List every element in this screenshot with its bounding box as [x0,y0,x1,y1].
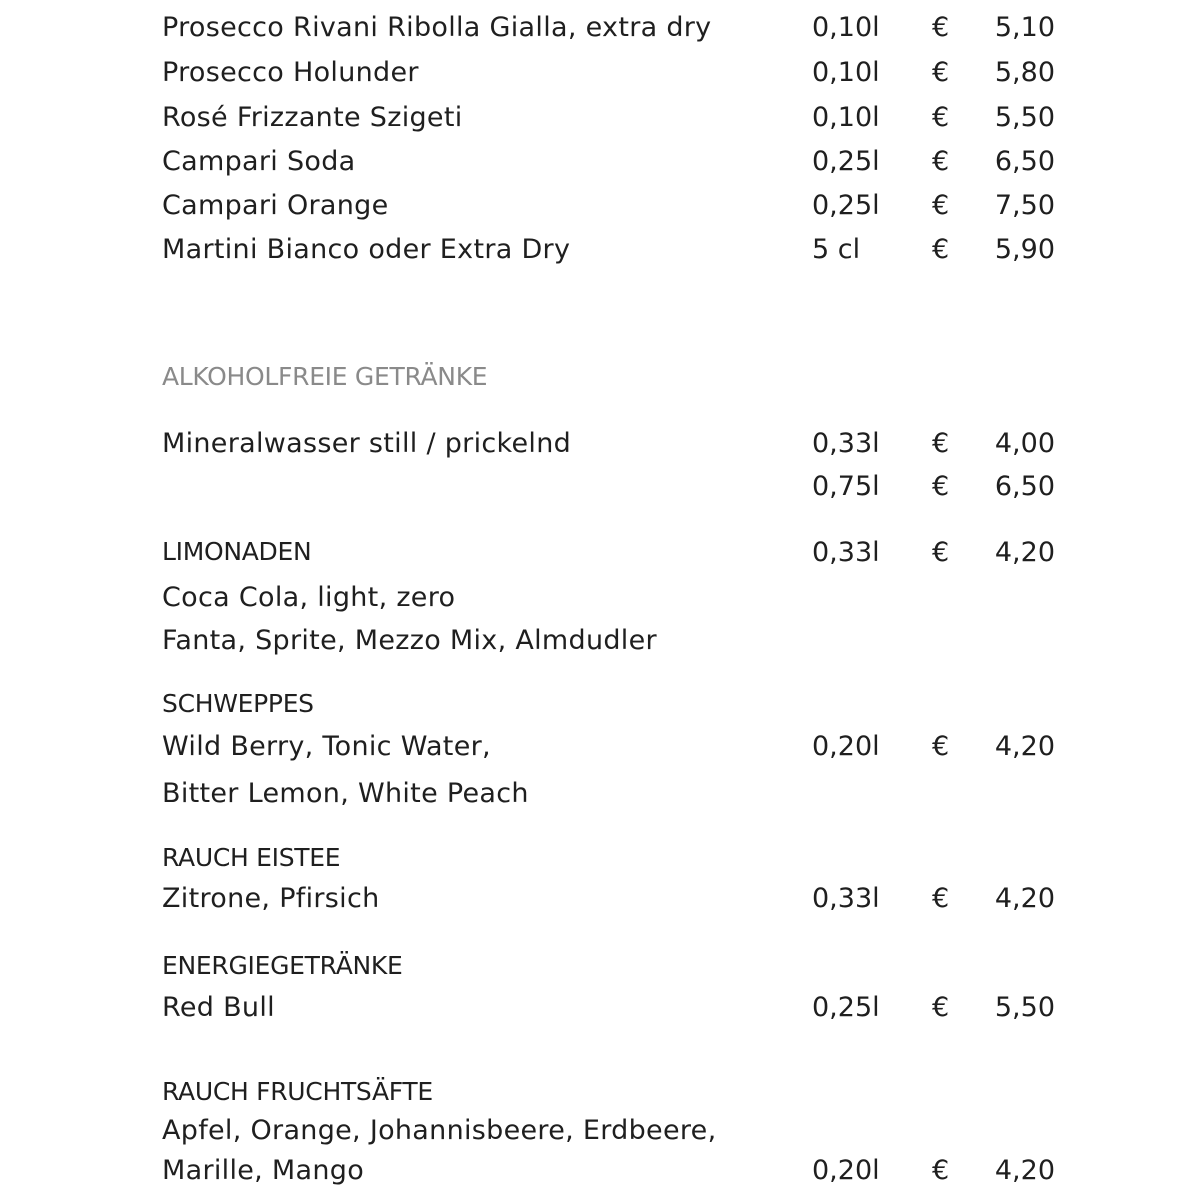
item-price: 7,50 [994,190,1055,221]
item-name: Red Bull [162,992,275,1023]
menu-row [0,234,1200,274]
currency-symbol: € [932,428,950,459]
category-row [0,843,1200,883]
item-name: Rosé Frizzante Szigeti [162,102,463,133]
item-name: Marille, Mango [162,1155,365,1186]
menu-row [0,992,1200,1032]
category-row [0,537,1200,577]
item-price: 5,50 [994,102,1055,133]
currency-symbol: € [932,1155,950,1186]
item-name: Bitter Lemon, White Peach [162,778,529,809]
item-volume: 0,10l [812,102,880,133]
menu-row [0,146,1200,186]
menu-row [0,57,1200,97]
currency-symbol: € [932,12,950,43]
item-volume: 5 cl [812,234,861,265]
currency-symbol: € [932,731,950,762]
menu-row [0,1155,1200,1195]
menu-row [0,625,1200,665]
section-header [0,362,1200,402]
item-volume: 0,25l [812,146,880,177]
currency-symbol: € [932,537,950,568]
menu-row [0,428,1200,468]
currency-symbol: € [932,102,950,133]
currency-symbol: € [932,146,950,177]
currency-symbol: € [932,190,950,221]
item-price: 6,50 [994,471,1055,502]
item-price: 4,20 [994,731,1055,762]
category-row [0,1077,1200,1117]
category-title: RAUCH EISTEE [162,843,341,872]
item-name: Coca Cola, light, zero [162,582,456,613]
menu-row [0,582,1200,622]
item-volume: 0,20l [812,731,880,762]
menu-row [0,471,1200,511]
currency-symbol: € [932,471,950,502]
item-name: Zitrone, Pfirsich [162,883,380,914]
menu-row [0,1115,1200,1155]
currency-symbol: € [932,234,950,265]
currency-symbol: € [932,883,950,914]
item-name: Martini Bianco oder Extra Dry [162,234,571,265]
item-name: Apfel, Orange, Johannisbeere, Erdbeere, [162,1115,717,1146]
item-volume: 0,20l [812,1155,880,1186]
menu-row [0,883,1200,923]
item-volume: 0,25l [812,992,880,1023]
item-name: Wild Berry, Tonic Water, [162,731,491,762]
item-volume: 0,33l [812,537,880,568]
category-title: ENERGIEGETRÄNKE [162,951,403,980]
menu-row [0,102,1200,142]
item-name: Campari Soda [162,146,356,177]
item-volume: 0,10l [812,12,880,43]
item-volume: 0,10l [812,57,880,88]
item-price: 5,90 [994,234,1055,265]
category-row [0,689,1200,729]
item-price: 4,20 [994,537,1055,568]
item-price: 6,50 [994,146,1055,177]
item-name: Mineralwasser still / prickelnd [162,428,572,459]
section-title: ALKOHOLFREIE GETRÄNKE [162,362,488,391]
item-price: 5,50 [994,992,1055,1023]
menu-row [0,190,1200,230]
menu-row [0,731,1200,771]
category-row [0,951,1200,991]
category-title: LIMONADEN [162,537,312,566]
currency-symbol: € [932,57,950,88]
item-price: 4,20 [994,1155,1055,1186]
item-price: 4,20 [994,883,1055,914]
item-price: 4,00 [994,428,1055,459]
item-name: Prosecco Holunder [162,57,419,88]
menu-row [0,778,1200,818]
item-volume: 0,25l [812,190,880,221]
item-volume: 0,33l [812,428,880,459]
item-name: Prosecco Rivani Ribolla Gialla, extra dry [162,12,712,43]
category-title: SCHWEPPES [162,689,314,718]
category-title: RAUCH FRUCHTSÄFTE [162,1077,433,1106]
item-name: Fanta, Sprite, Mezzo Mix, Almdudler [162,625,657,656]
item-price: 5,10 [994,12,1055,43]
item-price: 5,80 [994,57,1055,88]
menu-row [0,12,1200,52]
currency-symbol: € [932,992,950,1023]
item-volume: 0,33l [812,883,880,914]
item-volume: 0,75l [812,471,880,502]
item-name: Campari Orange [162,190,389,221]
